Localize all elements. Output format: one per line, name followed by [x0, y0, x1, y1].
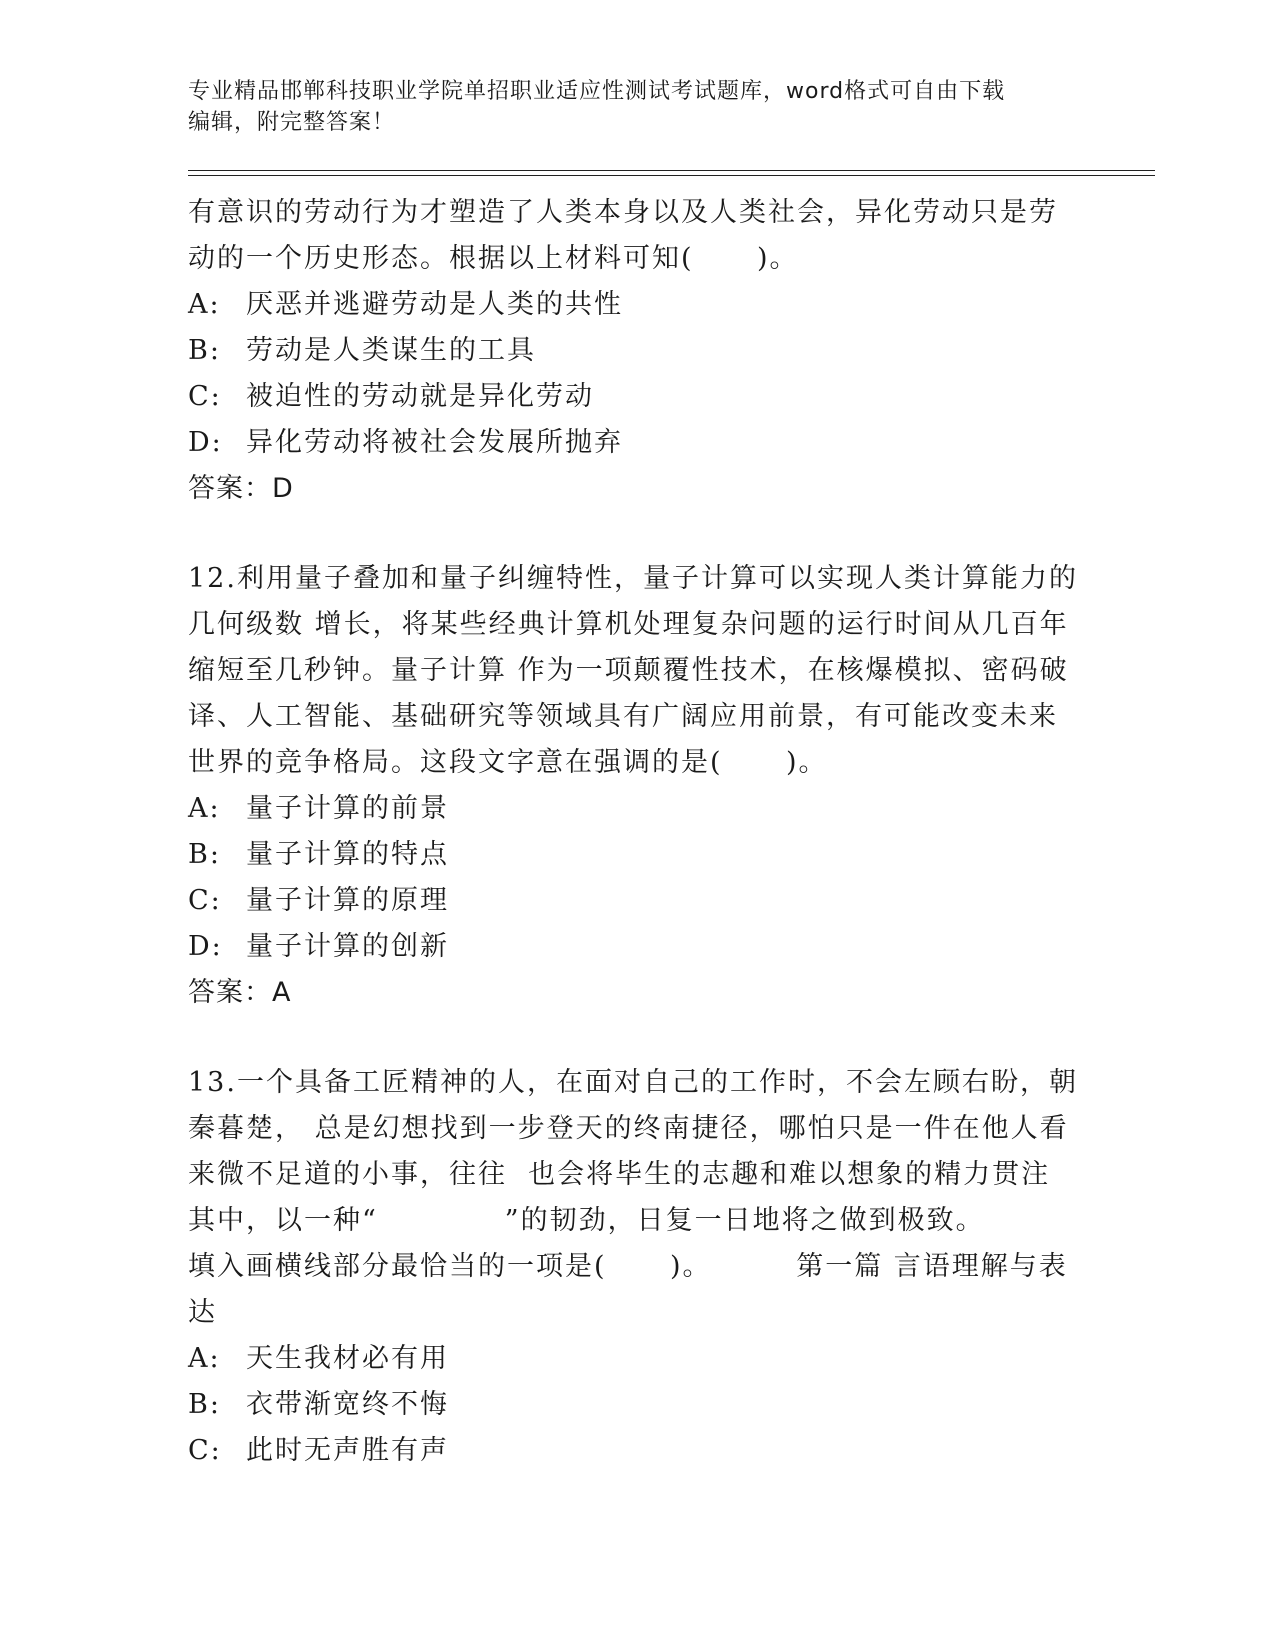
option-letter: A:	[188, 793, 221, 824]
question-text-line: 世界的竞争格局。这段文字意在强调的是( )。	[188, 747, 828, 778]
option-letter: A:	[188, 289, 221, 320]
header-line-2: 编辑，附完整答案！	[188, 110, 396, 135]
option-d	[188, 924, 1088, 970]
question-text-line: 有意识的劳动行为才塑造了人类本身以及人类社会，异化劳动只是劳	[188, 197, 1058, 228]
question-text-line: 秦暮楚， 总是幻想找到一步登天的终南捷径，哪怕只是一件在他人看	[188, 1113, 1069, 1144]
option-letter: D:	[188, 931, 223, 962]
header-line-1: 专业精品邯郸科技职业学院单招职业适应性测试考试题库，word格式可自由下载	[188, 79, 1006, 104]
question-text-line: 缩短至几秒钟。量子计算 作为一项颠覆性技术，在核爆模拟、密码破	[188, 655, 1069, 686]
option-a	[188, 786, 1088, 832]
question-text-line: 动的一个历史形态。根据以上材料可知( )。	[188, 243, 799, 274]
option-letter: A:	[188, 1343, 221, 1374]
option-b	[188, 832, 1088, 878]
question-12	[188, 556, 1088, 1016]
answer-line: 答案：D	[188, 473, 294, 504]
option-text: 天生我材必有用	[246, 1343, 449, 1374]
option-text: 衣带渐宽终不悔	[246, 1389, 449, 1420]
option-letter: C:	[188, 885, 222, 916]
option-text: 量子计算的原理	[246, 885, 449, 916]
option-d	[188, 420, 1088, 466]
option-text: 被迫性的劳动就是异化劳动	[246, 381, 594, 412]
question-text-line: 来微不足道的小事，往往 也会将毕生的志趣和难以想象的精力贯注	[188, 1159, 1051, 1190]
option-letter: C:	[188, 1435, 222, 1466]
document-body	[188, 190, 1088, 1474]
option-text: 量子计算的前景	[246, 793, 449, 824]
option-text: 异化劳动将被社会发展所抛弃	[246, 427, 623, 458]
option-a	[188, 1336, 1088, 1382]
option-letter: B:	[188, 839, 221, 870]
question-text-line: 达	[188, 1297, 217, 1328]
option-text: 此时无声胜有声	[246, 1435, 449, 1466]
header-divider-top	[188, 170, 1155, 171]
option-text: 量子计算的特点	[246, 839, 449, 870]
option-text: 劳动是人类谋生的工具	[246, 335, 536, 366]
option-text: 量子计算的创新	[246, 931, 449, 962]
document-header	[188, 76, 1088, 138]
option-b	[188, 1382, 1088, 1428]
header-divider-bottom	[188, 175, 1155, 176]
question-text-line: 12.利用量子叠加和量子纠缠特性，量子计算可以实现人类计算能力的	[188, 563, 1078, 594]
option-letter: D:	[188, 427, 223, 458]
option-letter: C:	[188, 381, 222, 412]
option-b	[188, 328, 1088, 374]
question-text-line: 几何级数 增长，将某些经典计算机处理复杂问题的运行时间从几百年	[188, 609, 1069, 640]
question-text-line: 其中，以一种“ ”的韧劲，日复一日地将之做到极致。	[188, 1205, 985, 1236]
option-c	[188, 374, 1088, 420]
option-letter: B:	[188, 1389, 221, 1420]
question-text-line: 填入画横线部分最恰当的一项是( )。 第一篇 言语理解与表	[188, 1251, 1068, 1282]
option-text: 厌恶并逃避劳动是人类的共性	[246, 289, 623, 320]
option-c	[188, 1428, 1088, 1474]
question-text-line: 译、人工智能、基础研究等领域具有广阔应用前景，有可能改变未来	[188, 701, 1058, 732]
option-letter: B:	[188, 335, 221, 366]
question-text-line: 13.一个具备工匠精神的人，在面对自己的工作时，不会左顾右盼，朝	[188, 1067, 1078, 1098]
question-13	[188, 1060, 1088, 1474]
option-a	[188, 282, 1088, 328]
option-c	[188, 878, 1088, 924]
question-11	[188, 190, 1088, 512]
answer-line: 答案：A	[188, 977, 292, 1008]
